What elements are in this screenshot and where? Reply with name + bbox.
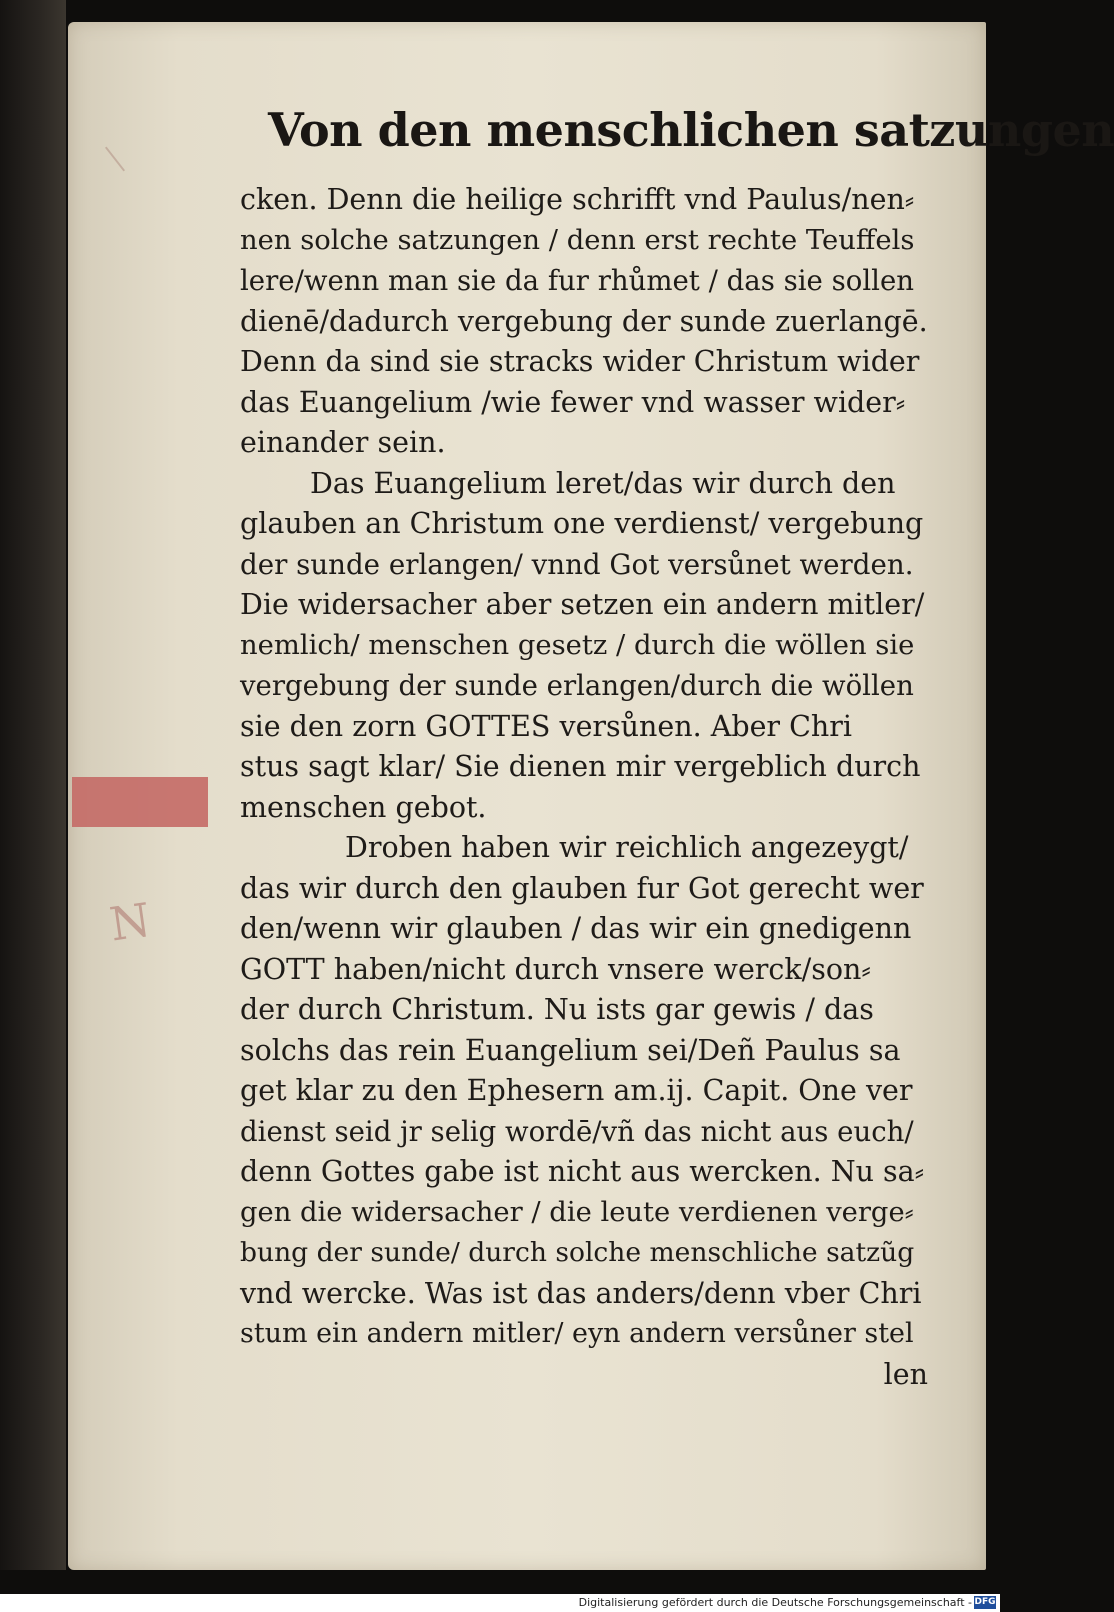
dfg-logo: DFG	[974, 1597, 996, 1607]
text-line: das Euangelium /wie fewer vnd wasser wider⸗	[240, 385, 906, 419]
text-line: gen die widersacher / die leute verdienen verge⸗	[240, 1196, 914, 1228]
catchword: len	[883, 1357, 928, 1391]
text-line: nemlich/ menschen gesetz / durch die wöllen sie	[240, 629, 915, 661]
text-line: Das Euangelium leret/das wir durch den	[310, 466, 896, 500]
text-line: bung der sunde/ durch solche menschliche satzũg	[240, 1237, 915, 1268]
text-line: glauben an Christum one verdienst/ vergebung	[240, 507, 924, 540]
text-line: menschen gebot.	[240, 790, 487, 824]
book-binding-edge	[0, 0, 66, 1570]
text-line: das wir durch den glauben fur Got gerecht wer	[240, 871, 924, 905]
text-line: Die widersacher aber setzen ein andern mitler/	[240, 588, 925, 621]
text-line: vergebung der sunde erlangen/durch die wöllen	[240, 670, 914, 702]
text-line: stum ein andern mitler/ eyn andern versůner stel	[240, 1318, 914, 1349]
text-line: dienst seid jr selig wordē/vñ das nicht aus euch/	[240, 1115, 914, 1148]
margin-pencil-mark: N	[106, 892, 154, 952]
text-line: lere/wenn man sie da fur rhůmet / das sie sollen	[240, 265, 914, 297]
text-line: sie den zorn GOTTES versůnen. Aber Chri	[240, 709, 853, 743]
text-line: nen solche satzungen / denn erst rechte Teuffels	[240, 224, 915, 256]
text-line: der durch Christum. Nu ists gar gewis / das	[240, 993, 874, 1026]
text-line: vnd wercke. Was ist das anders/denn vber Chri	[240, 1276, 922, 1310]
text-line: dienē/dadurch vergebung der sunde zuerlangē.	[240, 304, 928, 338]
text-line: Droben haben wir reichlich angezeygt/	[345, 831, 909, 864]
text-line: solchs das rein Euangelium sei/Deñ Paulus sa	[240, 1033, 901, 1067]
footer-credit: Digitalisierung gefördert durch die Deutsche Forschungsgemeinschaft -	[578, 1596, 972, 1609]
text-line: denn Gottes gabe ist nicht aus wercken. Nu sa⸗	[240, 1155, 925, 1188]
text-line: einander sein.	[240, 426, 446, 459]
running-head: Von den menschlichen satzungen	[268, 103, 1114, 157]
text-line: get klar zu den Ephesern am.ij. Capit. One ver	[240, 1074, 913, 1107]
text-line: GOTT haben/nicht durch vnsere werck/son⸗	[240, 952, 871, 986]
text-line: der sunde erlangen/ vnnd Got versůnet werden.	[240, 547, 914, 581]
bookmark-tab	[72, 777, 208, 827]
text-line: Denn da sind sie stracks wider Christum wider	[240, 345, 920, 378]
text-line: cken. Denn die heilige schrifft vnd Paulus/nen⸗	[240, 183, 915, 216]
text-line: stus sagt klar/ Sie dienen mir vergeblich durch	[240, 750, 921, 783]
text-line: den/wenn wir glauben / das wir ein gnedigenn	[240, 912, 912, 945]
body-text	[240, 180, 928, 1395]
